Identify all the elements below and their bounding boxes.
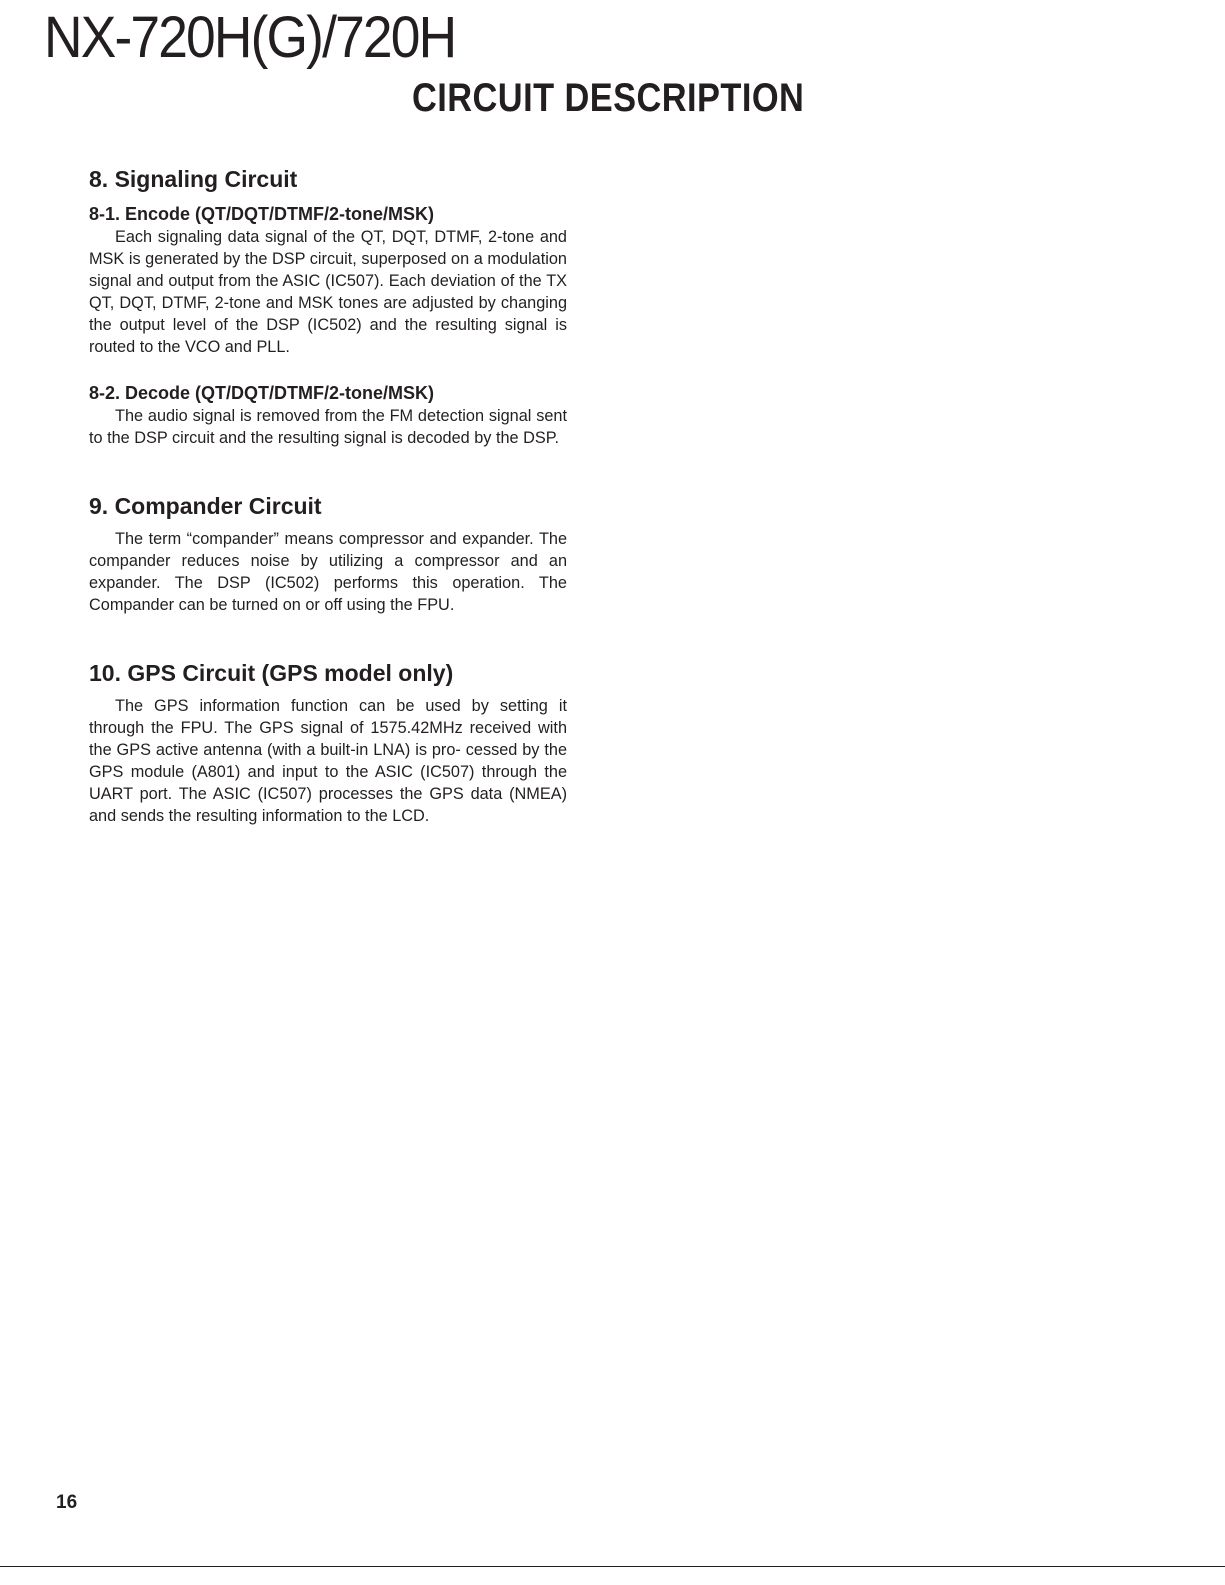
subsection-encode: [89, 202, 567, 358]
subsection-heading: 8-2. Decode (QT/DQT/DTMF/2-tone/MSK): [89, 383, 435, 403]
page-number: 16: [56, 1492, 78, 1513]
section-heading: 8. Signaling Circuit: [89, 166, 298, 192]
paragraph: The audio signal is removed from the FM detection signal sent to the DSP circuit and the resulting signal is decoded by the DSP.: [89, 407, 567, 447]
subsection-heading: 8-1. Encode (QT/DQT/DTMF/2-tone/MSK): [89, 204, 434, 224]
paragraph: The term “compander” means compressor and expander. The compander reduces noise by utilizing a compressor and an expander. The DSP (IC502) performs this operation. The Compander can be turned on or off using the FPU.: [89, 530, 567, 614]
subsection-decode: [89, 381, 567, 449]
section-signaling-circuit: [89, 164, 567, 449]
section-compander-circuit: [89, 491, 567, 616]
main-content: [89, 164, 567, 827]
paragraph: The GPS information function can be used by setting it through the FPU. The GPS signal of 1575.42MHz received with the GPS active antenna (with a built-in LNA) is pro- cessed by the GPS module (A801) and input to the ASIC (IC507) through the UART port. The ASIC (IC507) processes the GPS data (NMEA) and sends the resulting information to the LCD.: [89, 697, 567, 825]
footer-divider: [0, 1566, 1225, 1567]
paragraph: Each signaling data signal of the QT, DQT, DTMF, 2-tone and MSK is generated by the DSP circuit, superposed on a modulation signal and output from the ASIC (IC507). Each deviation of the TX QT, DQT, DTMF, 2-tone and MSK tones are adjusted by changing the output level of the DSP (IC502) and the resulting signal is routed to the VCO and PLL.: [89, 228, 567, 356]
section-gps-circuit: [89, 658, 567, 827]
document-title: CIRCUIT DESCRIPTION: [412, 76, 805, 120]
model-title: NX-720H(G)/720H: [44, 5, 456, 70]
section-heading: 9. Compander Circuit: [89, 493, 322, 519]
section-heading: 10. GPS Circuit (GPS model only): [89, 660, 454, 686]
